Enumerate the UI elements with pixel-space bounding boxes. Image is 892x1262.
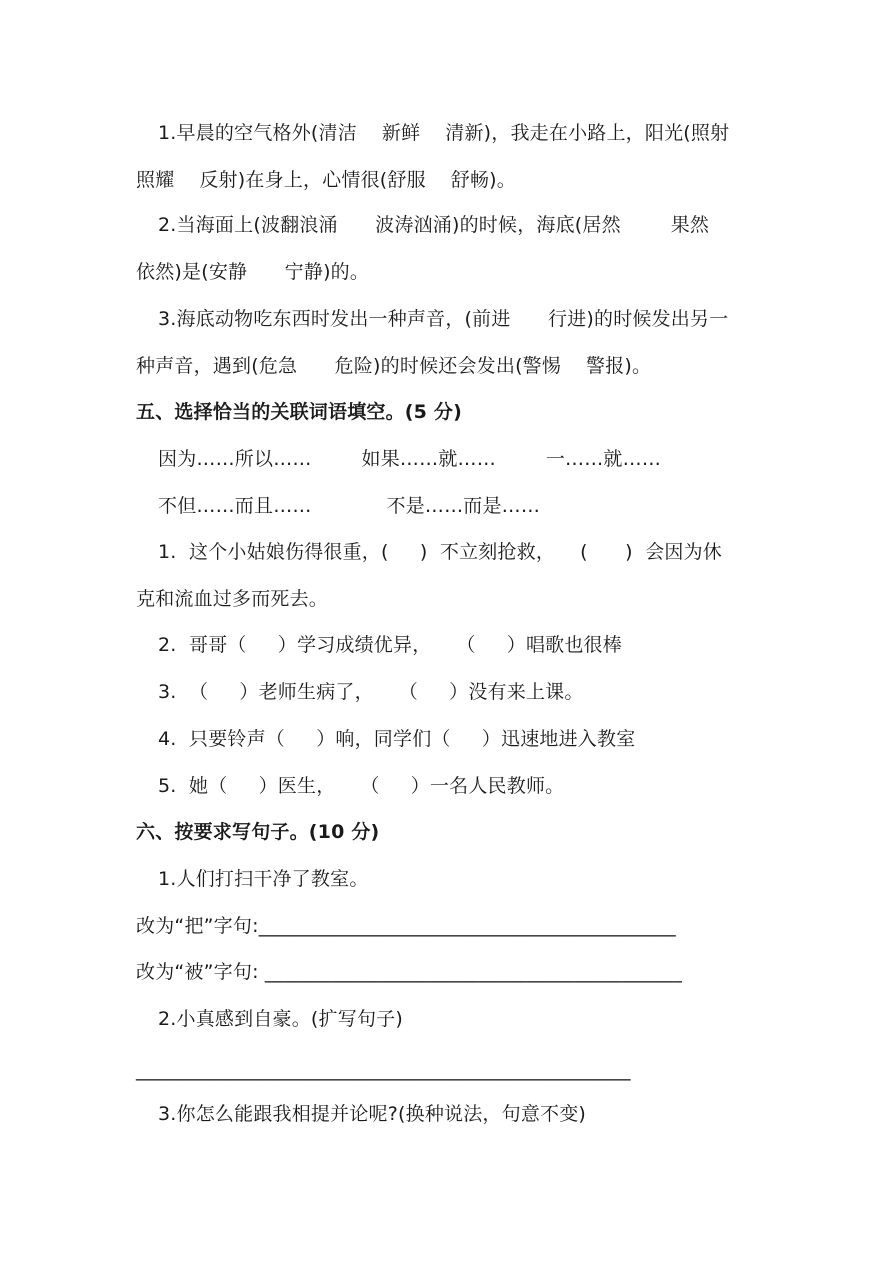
s6-q2-answer-line: ___________________________________________________	[136, 1059, 631, 1081]
s4-q2-line1: 2.当海面上(波翻浪涌 波涛汹涌)的时候，海底(居然 果然	[158, 214, 710, 236]
s5-q5: 5. 她（ ）医生， （ ）一名人民教师。	[158, 775, 565, 797]
s5-q2: 2. 哥哥（ ）学习成绩优异， （ ）唱歌也很棒	[158, 634, 622, 656]
s4-q3-line1: 3.海底动物吃东西时发出一种声音，(前进 行进)的时候发出另一	[158, 308, 729, 330]
s5-q3: 3. （ ）老师生病了， （ ）没有来上课。	[158, 681, 584, 703]
s6-ba-answer-line: 改为“把”字句:___________________________________________	[136, 915, 676, 937]
s4-q3-line2: 种声音，遇到(危急 危险)的时候还会发出(警惕 警报)。	[136, 355, 652, 377]
s6-q2: 2.小真感到自豪。(扩写句子)	[158, 1008, 403, 1030]
s6-q1: 1.人们打扫干净了教室。	[158, 868, 369, 890]
s4-q1-line2: 照耀 反射)在身上，心情很(舒服 舒畅)。	[136, 169, 516, 191]
s4-q2-line2: 依然)是(安静 宁静)的。	[136, 261, 370, 283]
section6-heading: 六、按要求写句子。(10 分)	[136, 821, 380, 843]
s5-q1-line1: 1. 这个小姑娘伤得很重，( ) 不立刻抢救， ( ) 会因为休	[158, 541, 723, 563]
s5-options-row1: 因为……所以…… 如果……就…… 一……就……	[158, 448, 662, 470]
s4-q1-line1: 1.早晨的空气格外(清洁 新鲜 清新)，我走在小路上，阳光(照射	[158, 122, 730, 144]
section5-heading: 五、选择恰当的关联词语填空。(5 分)	[136, 401, 463, 423]
s5-options-row2: 不但……而且…… 不是……而是……	[158, 495, 541, 517]
s5-q1-line2: 克和流血过多而死去。	[136, 588, 329, 610]
s5-q4: 4. 只要铃声（ ）响，同学们（ ）迅速地进入教室	[158, 728, 636, 750]
s6-bei-answer-line: 改为“被”字句: ___________________________________________	[136, 961, 683, 983]
s6-q3: 3.你怎么能跟我相提并论呢?(换种说法，句意不变)	[158, 1103, 587, 1125]
